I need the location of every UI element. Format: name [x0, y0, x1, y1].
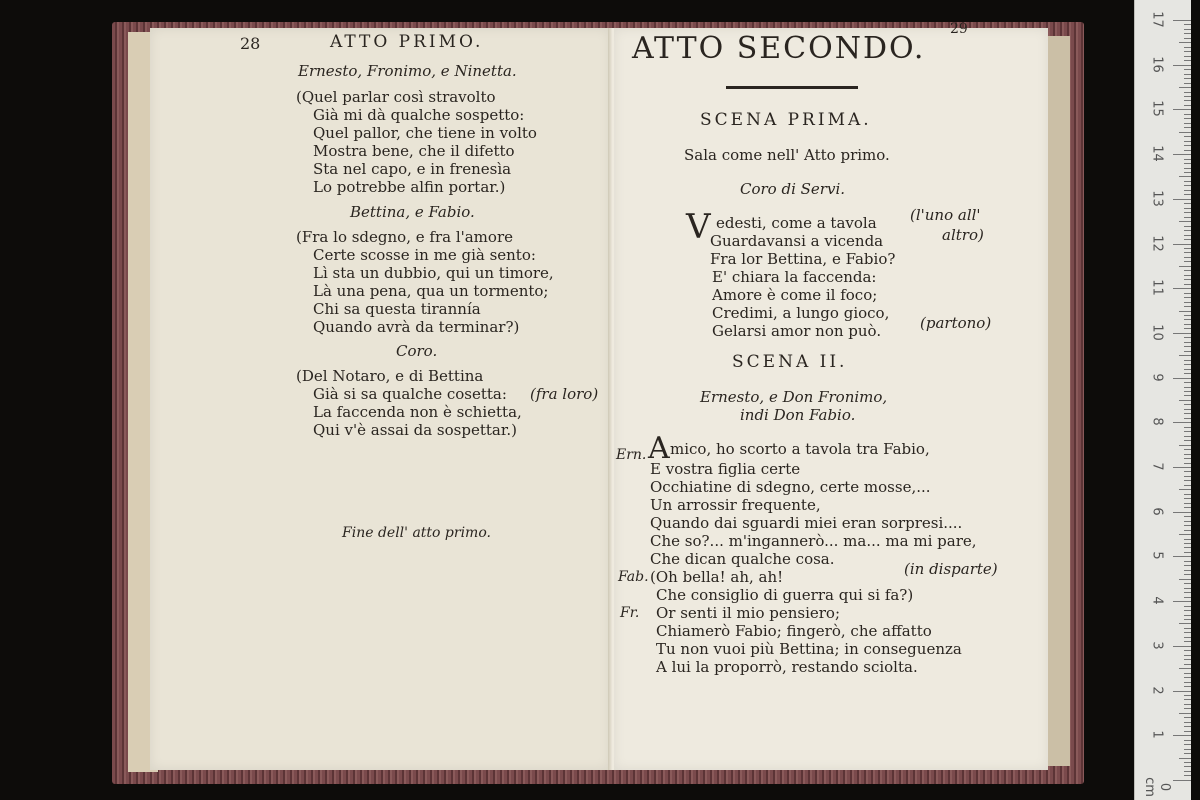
ruler-tick [1184, 583, 1191, 584]
ruler-tick [1173, 512, 1191, 513]
left-page [150, 28, 610, 770]
act-title: ATTO SECONDO. [632, 31, 926, 66]
ruler-tick [1184, 471, 1191, 472]
dialogue-line: Che dican qualche cosa. [650, 550, 835, 568]
ruler-tick [1184, 641, 1191, 642]
scene1-setting: Sala come nell' Atto primo. [684, 146, 890, 164]
ruler-tick [1184, 650, 1191, 651]
stanza1-line: Quel pallor, che tiene in volto [313, 124, 537, 142]
ruler-label: 12 [1149, 234, 1165, 252]
ruler-tick [1184, 682, 1191, 683]
ruler-tick [1184, 78, 1191, 79]
ruler-tick [1184, 673, 1191, 674]
scene1-line: Gelarsi amor non può. [712, 322, 882, 340]
ruler-tick [1173, 422, 1191, 423]
end-of-act-note: Fine dell' atto primo. [342, 525, 491, 541]
ruler-tick [1184, 391, 1191, 392]
ruler-tick [1184, 740, 1191, 741]
ruler-tick [1184, 418, 1191, 419]
ruler-tick [1184, 270, 1191, 271]
ruler-tick [1184, 324, 1191, 325]
scene1-line: Amore è come il foco; [712, 286, 878, 304]
ruler-tick [1184, 619, 1191, 620]
page-number-left: 28 [240, 34, 261, 53]
ruler-tick [1184, 346, 1191, 347]
ruler-tick [1173, 467, 1191, 468]
scene1-line: Credimi, a lungo gioco, [712, 304, 890, 322]
ruler-tick [1184, 547, 1191, 548]
ruler-tick [1184, 172, 1191, 173]
ruler-tick [1179, 42, 1191, 43]
drop-cap: V [686, 207, 711, 247]
stanza1-speakers: Ernesto, Fronimo, e Ninetta. [298, 62, 517, 80]
ruler-tick [1184, 574, 1191, 575]
stanza2-line: Chi sa questa tirannía [313, 300, 481, 318]
ruler-tick [1184, 226, 1191, 227]
ruler-tick [1179, 132, 1191, 133]
ruler-tick [1184, 297, 1191, 298]
ruler-tick [1173, 333, 1191, 334]
ruler-tick [1184, 431, 1191, 432]
ruler-tick [1184, 695, 1191, 696]
ruler-tick [1179, 355, 1191, 356]
ruler-tick [1184, 38, 1191, 39]
ruler-tick [1184, 449, 1191, 450]
ruler-tick [1184, 454, 1191, 455]
ruler-tick [1184, 217, 1191, 218]
ruler-tick [1184, 145, 1191, 146]
ruler-tick [1184, 24, 1191, 25]
ruler-tick [1184, 387, 1191, 388]
ruler-tick [1184, 775, 1191, 776]
ruler-tick [1184, 615, 1191, 616]
ruler-tick [1173, 65, 1191, 66]
ruler-tick [1184, 360, 1191, 361]
ruler-tick [1184, 766, 1191, 767]
ruler-tick [1184, 194, 1191, 195]
stanza3-speakers: Coro. [396, 342, 438, 360]
ruler-tick [1184, 440, 1191, 441]
ruler-label: 16 [1149, 55, 1165, 73]
dialogue-line: E vostra figlia certe [650, 460, 801, 478]
ruler-tick [1184, 252, 1191, 253]
ruler-tick [1184, 530, 1191, 531]
ruler-tick [1184, 686, 1191, 687]
scene1-line: Fra lor Bettina, e Fabio? [710, 250, 896, 268]
ruler-tick [1184, 395, 1191, 396]
ruler-tick [1184, 516, 1191, 517]
ruler-tick [1173, 780, 1191, 781]
ruler-tick [1184, 525, 1191, 526]
stanza2-line: Lì sta un dubbio, qui un timore, [313, 264, 554, 282]
scene2-speakers: Ernesto, e Don Fronimo, [700, 388, 888, 406]
ruler-tick [1179, 266, 1191, 267]
ruler-tick [1184, 404, 1191, 405]
ruler-tick [1184, 570, 1191, 571]
speaker-label: Fr. [620, 605, 640, 621]
stanza1-line: Mostra bene, che il difetto [313, 142, 515, 160]
stanza2-line: (Fra lo sdegno, e fra l'amore [296, 228, 513, 246]
ruler-tick [1184, 373, 1191, 374]
ruler-tick [1179, 176, 1191, 177]
ruler-tick [1184, 521, 1191, 522]
ruler-tick [1184, 230, 1191, 231]
stanza2-line: Là una pena, qua un tormento; [313, 282, 549, 300]
ruler-tick [1184, 136, 1191, 137]
ruler-tick [1184, 552, 1191, 553]
ruler-tick [1179, 668, 1191, 669]
ruler-tick [1184, 606, 1191, 607]
ruler-tick [1184, 47, 1191, 48]
ruler-label: 10 [1149, 324, 1165, 341]
ruler-tick [1184, 655, 1191, 656]
ruler-tick [1184, 637, 1191, 638]
ruler-label: 14 [1149, 145, 1165, 162]
dialogue-line: Chiamerò Fabio; fingerò, che affatto [656, 622, 932, 640]
scene2-speakers: indi Don Fabio. [740, 406, 856, 424]
stage-direction: (l'uno all' [910, 206, 981, 224]
ruler-tick [1173, 601, 1191, 602]
ruler-tick [1184, 208, 1191, 209]
ruler-tick [1184, 588, 1191, 589]
ruler-label: 2 [1149, 685, 1165, 695]
ruler-label: 4 [1149, 596, 1165, 605]
stanza3-line: La faccenda non è schietta, [313, 403, 522, 421]
dialogue-line: Un arrossir frequente, [650, 496, 821, 514]
ruler-tick [1184, 597, 1191, 598]
ruler-tick [1184, 257, 1191, 258]
measurement-ruler [1134, 0, 1191, 800]
dialogue-line: Or senti il mio pensiero; [656, 604, 841, 622]
ruler-tick [1173, 646, 1191, 647]
stanza2-line: Quando avrà da terminar?) [313, 318, 520, 336]
stanza3-line: Qui v'è assai da sospettar.) [313, 421, 517, 439]
stanza1-line: Sta nel capo, e in frenesìa [313, 160, 512, 178]
ruler-tick [1184, 92, 1191, 93]
ruler-tick [1184, 427, 1191, 428]
ruler-tick [1184, 413, 1191, 414]
ruler-tick [1184, 364, 1191, 365]
ruler-tick [1179, 445, 1191, 446]
ruler-tick [1184, 436, 1191, 437]
stanza2-speakers: Bettina, e Fabio. [350, 203, 475, 221]
ruler-tick [1184, 749, 1191, 750]
ruler-tick [1184, 717, 1191, 718]
ruler-tick [1184, 181, 1191, 182]
ruler-tick [1184, 235, 1191, 236]
ruler-tick [1184, 561, 1191, 562]
dialogue-line: Che consiglio di guerra qui si fa?) [656, 586, 914, 604]
stage-direction: (fra loro) [530, 385, 599, 403]
ruler-tick [1184, 56, 1191, 57]
ruler-tick [1184, 100, 1191, 101]
ruler-tick [1184, 60, 1191, 61]
ruler-tick [1179, 623, 1191, 624]
ruler-tick [1184, 409, 1191, 410]
ruler-tick [1179, 713, 1191, 714]
dialogue-line: Che so?... m'ingannerò... ma... ma mi pare, [650, 532, 977, 550]
ruler-tick [1173, 244, 1191, 245]
speaker-label: Ern. [616, 447, 647, 463]
ruler-tick [1184, 476, 1191, 477]
dialogue-line: Tu non vuoi più Bettina; in conseguenza [656, 640, 962, 658]
ruler-tick [1184, 369, 1191, 370]
ruler-tick [1173, 154, 1191, 155]
ruler-tick [1184, 69, 1191, 70]
drop-cap: A [648, 431, 670, 466]
ruler-tick [1184, 163, 1191, 164]
ruler-tick [1179, 400, 1191, 401]
ruler-tick [1184, 704, 1191, 705]
ruler-tick [1184, 382, 1191, 383]
ruler-tick [1184, 771, 1191, 772]
ruler-tick [1184, 632, 1191, 633]
ruler-tick [1179, 534, 1191, 535]
stanza3-line: Già si sa qualche cosetta: [313, 385, 507, 403]
ruler-tick [1184, 503, 1191, 504]
ruler-tick [1179, 758, 1191, 759]
ruler-label: 5 [1149, 551, 1165, 561]
ruler-label: 17 [1149, 11, 1165, 28]
ruler-label: 8 [1149, 417, 1165, 426]
ruler-label: 6 [1149, 507, 1165, 516]
ruler-tick [1184, 33, 1191, 34]
ruler-tick [1184, 127, 1191, 128]
ruler-label: 0 cm [1142, 776, 1172, 797]
ruler-tick [1184, 306, 1191, 307]
ruler-tick [1184, 628, 1191, 629]
scene1-heading: SCENA PRIMA. [700, 110, 872, 130]
ruler-label: 7 [1149, 462, 1165, 471]
ruler-tick [1179, 87, 1191, 88]
ruler-tick [1184, 328, 1191, 329]
scene1-speakers: Coro di Servi. [740, 180, 846, 198]
ruler-tick [1179, 579, 1191, 580]
stanza1-line: Lo potrebbe alfin portar.) [313, 178, 506, 196]
ruler-tick [1184, 319, 1191, 320]
ruler-tick [1184, 83, 1191, 84]
ruler-tick [1184, 261, 1191, 262]
ruler-tick [1173, 378, 1191, 379]
ruler-tick [1184, 96, 1191, 97]
scene1-line: E' chiara la faccenda: [712, 268, 877, 286]
speaker-label: Fab. [618, 569, 649, 585]
ruler-tick [1184, 342, 1191, 343]
ruler-tick [1184, 543, 1191, 544]
ruler-tick [1184, 185, 1191, 186]
ruler-tick [1184, 239, 1191, 240]
ruler-tick [1184, 51, 1191, 52]
ruler-tick [1184, 159, 1191, 160]
stage-direction: (in disparte) [904, 560, 998, 578]
ruler-tick [1184, 664, 1191, 665]
ruler-label: 3 [1149, 641, 1165, 650]
ruler-label: 1 [1149, 730, 1165, 739]
ruler-tick [1184, 302, 1191, 303]
dialogue-line: mico, ho scorto a tavola tra Fabio, [670, 440, 930, 458]
ruler-tick [1184, 315, 1191, 316]
dialogue-line: Occhiatine di sdegno, certe mosse,... [650, 478, 931, 496]
ruler-tick [1173, 288, 1191, 289]
ruler-tick [1184, 123, 1191, 124]
ruler-tick [1184, 190, 1191, 191]
stage-direction: (partono) [920, 314, 992, 332]
ruler-tick [1184, 731, 1191, 732]
ruler-tick [1184, 463, 1191, 464]
ruler-tick [1173, 691, 1191, 692]
ruler-tick [1184, 284, 1191, 285]
scene2-heading: SCENA II. [732, 352, 848, 372]
ruler-tick [1184, 74, 1191, 75]
ruler-tick [1184, 293, 1191, 294]
stage-direction: altro) [942, 226, 984, 244]
ruler-tick [1184, 275, 1191, 276]
scene1-line: edesti, come a tavola [716, 214, 877, 232]
scene1-line: Guardavansi a vicenda [710, 232, 884, 250]
ruler-label: 15 [1149, 100, 1165, 118]
ruler-tick [1184, 485, 1191, 486]
ruler-tick [1184, 150, 1191, 151]
dialogue-line: Quando dai sguardi miei eran sorpresi.... [650, 514, 963, 532]
ruler-tick [1173, 109, 1191, 110]
ruler-tick [1184, 726, 1191, 727]
ruler-tick [1184, 351, 1191, 352]
ruler-label: 13 [1149, 190, 1165, 207]
ruler-tick [1184, 753, 1191, 754]
title-rule [726, 86, 858, 89]
ruler-tick [1184, 337, 1191, 338]
ruler-tick [1184, 203, 1191, 204]
ruler-label: 9 [1149, 372, 1165, 382]
ruler-tick [1184, 494, 1191, 495]
ruler-tick [1184, 708, 1191, 709]
ruler-tick [1184, 565, 1191, 566]
right-page [614, 21, 1048, 770]
ruler-tick [1184, 762, 1191, 763]
ruler-label: 11 [1149, 279, 1165, 296]
ruler-tick [1184, 699, 1191, 700]
ruler-tick [1184, 105, 1191, 106]
ruler-tick [1184, 722, 1191, 723]
stanza3-line: (Del Notaro, e di Bettina [296, 367, 484, 385]
page-number-right: 29 [950, 21, 968, 37]
ruler-tick [1184, 610, 1191, 611]
ruler-tick [1184, 677, 1191, 678]
ruler-tick [1184, 114, 1191, 115]
ruler-tick [1179, 221, 1191, 222]
ruler-tick [1179, 489, 1191, 490]
ruler-tick [1184, 592, 1191, 593]
ruler-tick [1184, 498, 1191, 499]
ruler-tick [1184, 212, 1191, 213]
ruler-tick [1184, 248, 1191, 249]
ruler-tick [1173, 735, 1191, 736]
ruler-tick [1184, 507, 1191, 508]
ruler-tick [1173, 199, 1191, 200]
stanza1-line: (Quel parlar così stravolto [296, 88, 496, 106]
ruler-tick [1179, 311, 1191, 312]
ruler-tick [1184, 659, 1191, 660]
ruler-tick [1184, 141, 1191, 142]
ruler-tick [1184, 458, 1191, 459]
ruler-tick [1184, 29, 1191, 30]
ruler-tick [1184, 168, 1191, 169]
dialogue-line: (Oh bella! ah, ah! [650, 568, 784, 586]
running-head: ATTO PRIMO. [330, 32, 484, 52]
ruler-tick [1184, 480, 1191, 481]
ruler-tick [1184, 118, 1191, 119]
stanza2-line: Certe scosse in me già sento: [313, 246, 536, 264]
ruler-tick [1184, 744, 1191, 745]
stanza1-line: Già mi dà qualche sospetto: [313, 106, 525, 124]
ruler-tick [1184, 279, 1191, 280]
dialogue-line: A lui la proporrò, restando sciolta. [656, 658, 918, 676]
ruler-tick [1173, 20, 1191, 21]
ruler-tick [1184, 539, 1191, 540]
ruler-tick [1173, 556, 1191, 557]
